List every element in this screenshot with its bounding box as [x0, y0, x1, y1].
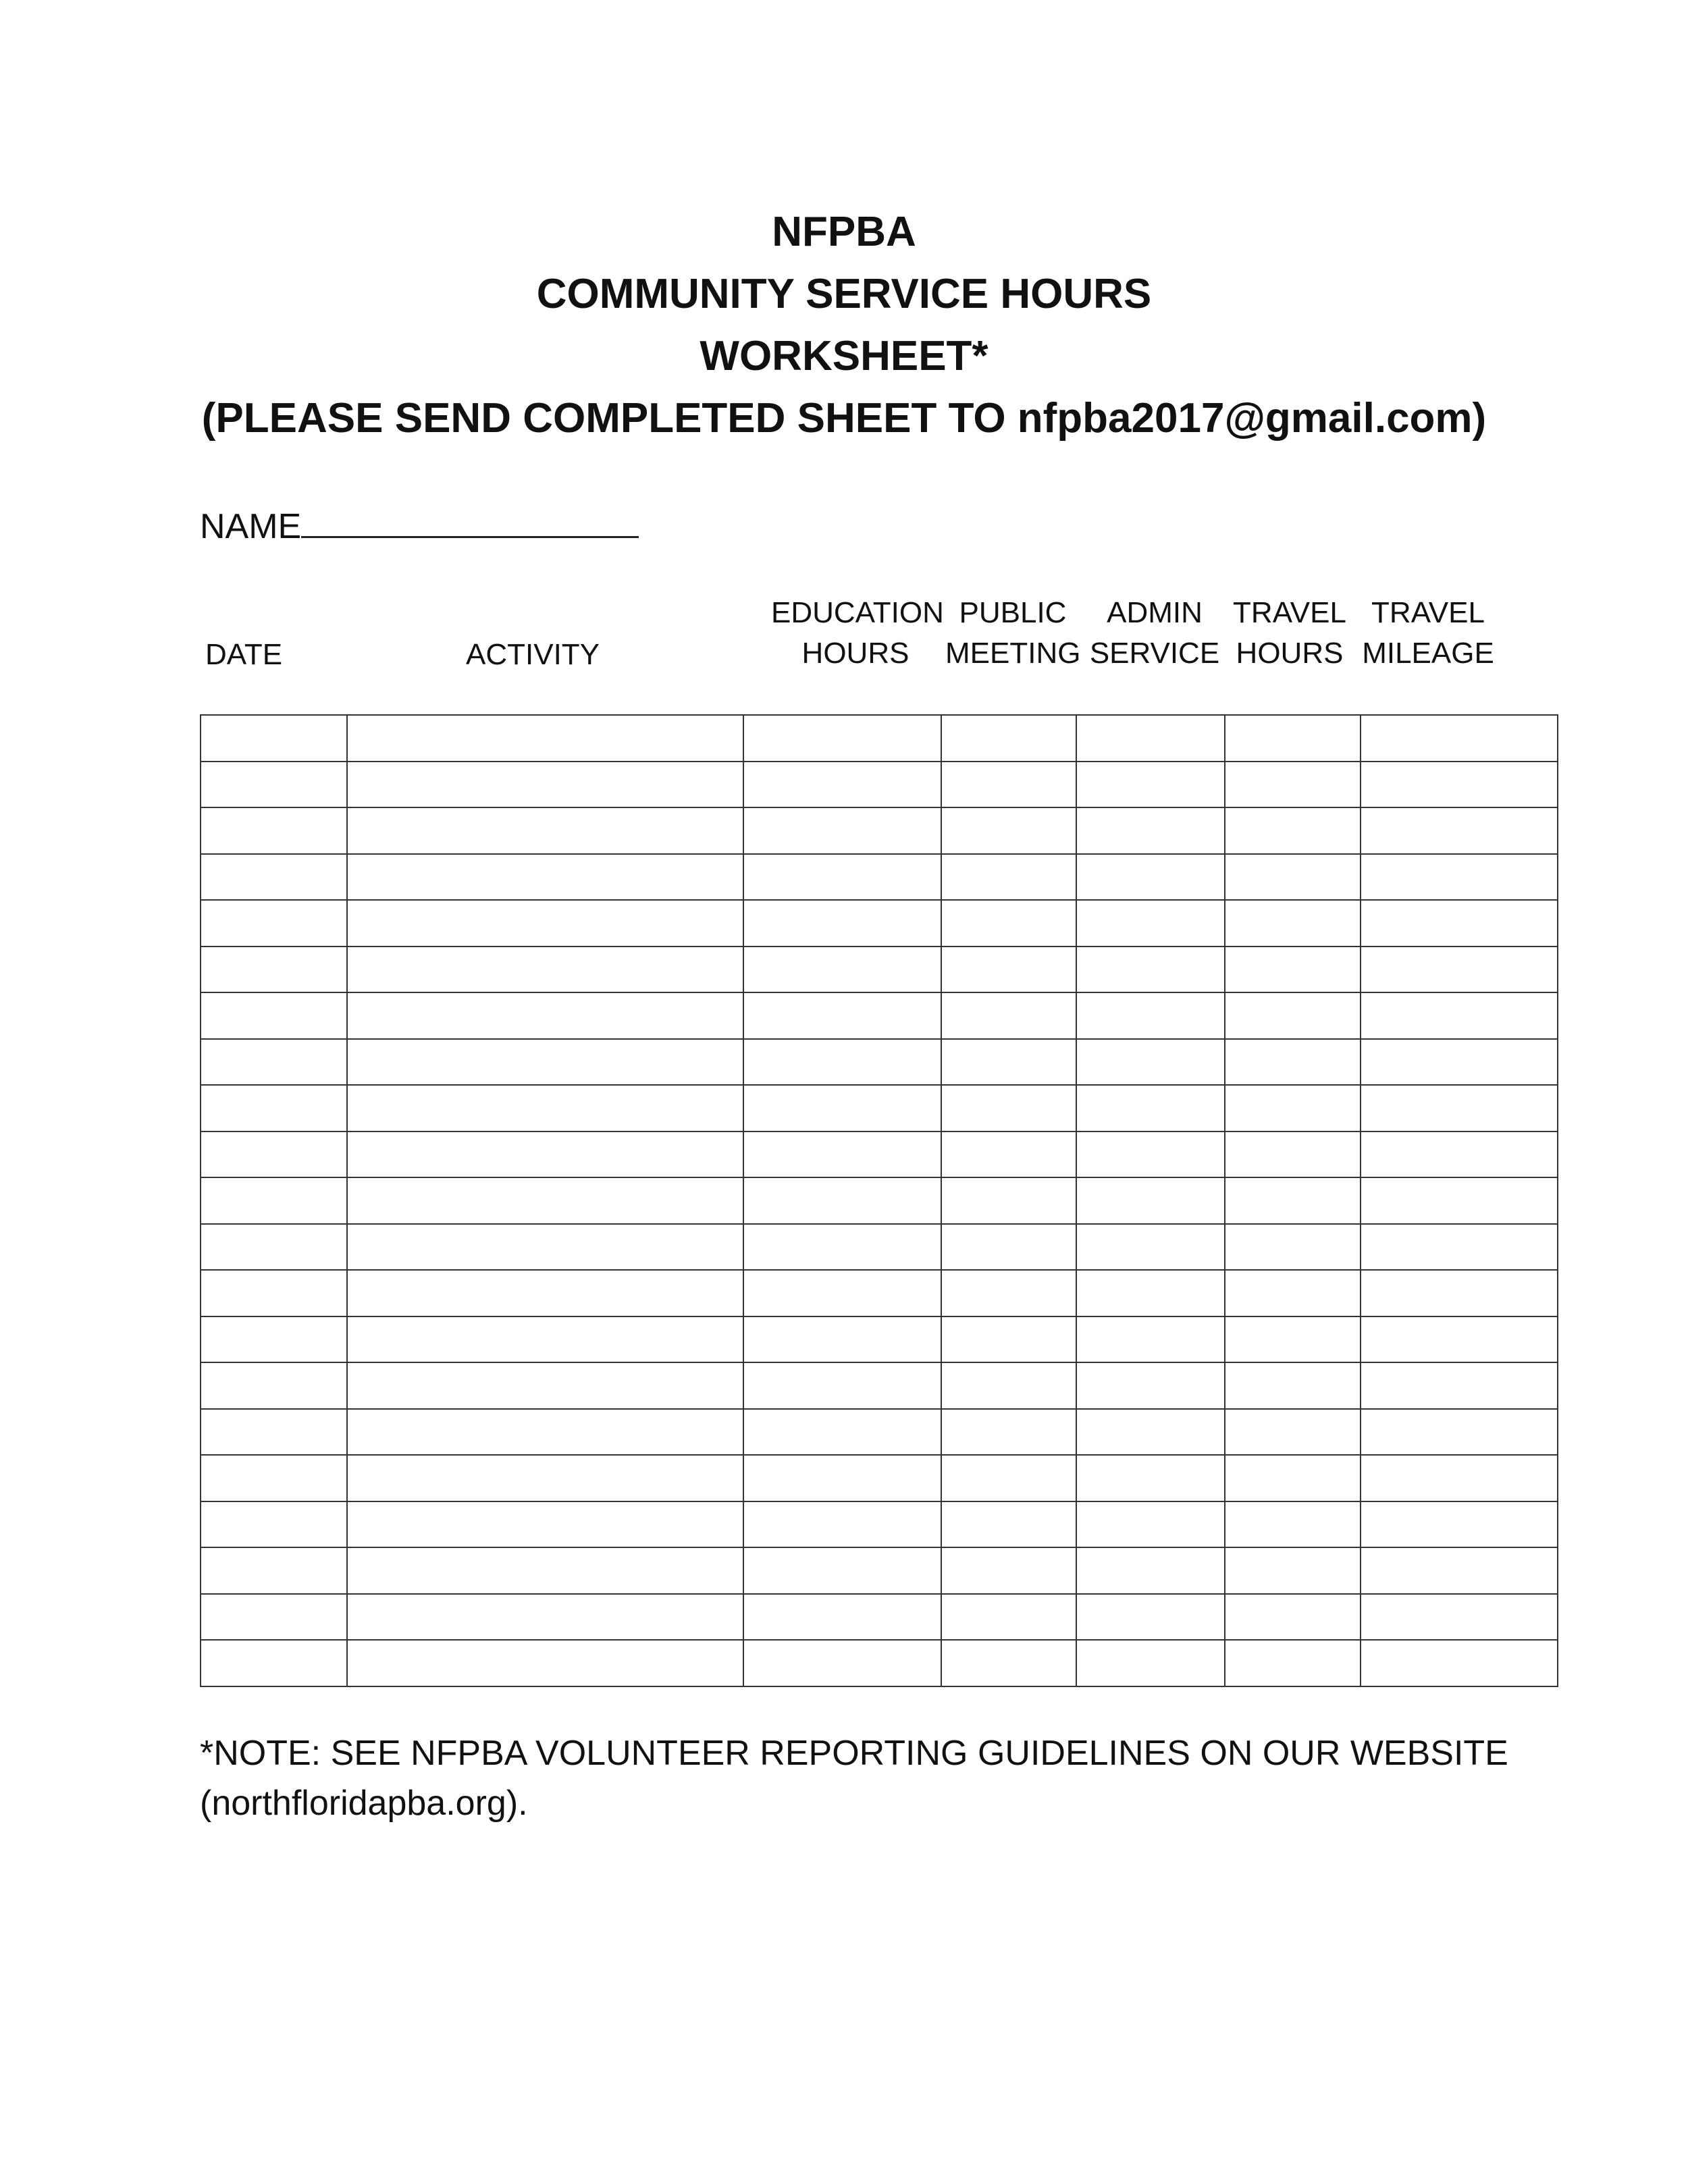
education-hours-cell[interactable]	[743, 1547, 941, 1594]
activity-cell[interactable]	[347, 992, 743, 1039]
admin-service-cell[interactable]	[1076, 947, 1225, 993]
activity-cell[interactable]	[347, 854, 743, 901]
title-instruction: (PLEASE SEND COMPLETED SHEET TO nfpba2017@gmail.com)	[201, 395, 1487, 442]
admin-service-cell[interactable]	[1076, 1224, 1225, 1271]
activity-cell[interactable]	[347, 1039, 743, 1086]
date-cell[interactable]	[201, 762, 347, 808]
table-row	[201, 1039, 1558, 1086]
activity-cell[interactable]	[347, 1362, 743, 1409]
header-travel-hours: TRAVEL HOURS	[1233, 596, 1346, 670]
travel-mileage-cell[interactable]	[1361, 1131, 1558, 1178]
travel-hours-cell[interactable]	[1225, 1409, 1361, 1456]
admin-service-cell[interactable]	[1076, 1594, 1225, 1641]
table-row	[201, 1224, 1558, 1271]
admin-service-cell[interactable]	[1076, 1316, 1225, 1363]
education-hours-cell[interactable]	[743, 1131, 941, 1178]
education-hours-cell[interactable]	[743, 947, 941, 993]
travel-hours-cell[interactable]	[1225, 992, 1361, 1039]
date-cell[interactable]	[201, 1640, 347, 1686]
education-hours-cell[interactable]	[743, 1270, 941, 1316]
date-cell[interactable]	[201, 1270, 347, 1316]
travel-hours-cell[interactable]	[1225, 1039, 1361, 1086]
public-meeting-cell[interactable]	[941, 1224, 1076, 1271]
title-heading: COMMUNITY SERVICE HOURS	[536, 271, 1152, 317]
header-public-meeting: PUBLIC MEETING	[945, 596, 1081, 670]
activity-cell[interactable]	[347, 1455, 743, 1501]
admin-service-cell[interactable]	[1076, 1409, 1225, 1456]
public-meeting-cell[interactable]	[941, 1177, 1076, 1224]
travel-mileage-cell[interactable]	[1361, 900, 1558, 947]
admin-service-cell[interactable]	[1076, 992, 1225, 1039]
activity-cell[interactable]	[347, 807, 743, 854]
travel-mileage-cell[interactable]	[1361, 762, 1558, 808]
table-row	[201, 947, 1558, 993]
travel-mileage-cell[interactable]	[1361, 947, 1558, 993]
activity-cell[interactable]	[347, 947, 743, 993]
public-meeting-cell[interactable]	[941, 1547, 1076, 1594]
date-cell[interactable]	[201, 1547, 347, 1594]
worksheet-title	[0, 201, 1688, 450]
name-label: NAME	[200, 507, 302, 546]
public-meeting-cell[interactable]	[941, 762, 1076, 808]
travel-mileage-cell[interactable]	[1361, 1270, 1558, 1316]
education-hours-cell[interactable]	[743, 900, 941, 947]
travel-mileage-cell[interactable]	[1361, 1362, 1558, 1409]
admin-service-cell[interactable]	[1076, 715, 1225, 762]
activity-cell[interactable]	[347, 1085, 743, 1131]
travel-mileage-cell[interactable]	[1361, 1455, 1558, 1501]
table-row	[201, 1177, 1558, 1224]
table-row	[201, 1547, 1558, 1594]
education-hours-cell[interactable]	[743, 854, 941, 901]
education-hours-cell[interactable]	[743, 715, 941, 762]
public-meeting-cell[interactable]	[941, 1131, 1076, 1178]
public-meeting-cell[interactable]	[941, 1085, 1076, 1131]
admin-service-cell[interactable]	[1076, 807, 1225, 854]
education-hours-cell[interactable]	[743, 1224, 941, 1271]
travel-hours-cell[interactable]	[1225, 1316, 1361, 1363]
admin-service-cell[interactable]	[1076, 1270, 1225, 1316]
date-cell[interactable]	[201, 1501, 347, 1548]
date-cell[interactable]	[201, 1131, 347, 1178]
education-hours-cell[interactable]	[743, 1409, 941, 1456]
admin-service-cell[interactable]	[1076, 1085, 1225, 1131]
travel-hours-cell[interactable]	[1225, 1501, 1361, 1548]
travel-hours-cell[interactable]	[1225, 1131, 1361, 1178]
public-meeting-cell[interactable]	[941, 854, 1076, 901]
education-hours-cell[interactable]	[743, 807, 941, 854]
education-hours-cell[interactable]	[743, 1039, 941, 1086]
public-meeting-cell[interactable]	[941, 1270, 1076, 1316]
date-cell[interactable]	[201, 900, 347, 947]
travel-hours-cell[interactable]	[1225, 1547, 1361, 1594]
education-hours-cell[interactable]	[743, 1085, 941, 1131]
admin-service-cell[interactable]	[1076, 1547, 1225, 1594]
education-hours-cell[interactable]	[743, 1316, 941, 1363]
travel-hours-cell[interactable]	[1225, 1594, 1361, 1641]
education-hours-cell[interactable]	[743, 1501, 941, 1548]
header-activity: ACTIVITY	[466, 638, 600, 671]
public-meeting-cell[interactable]	[941, 900, 1076, 947]
activity-cell[interactable]	[347, 1131, 743, 1178]
public-meeting-cell[interactable]	[941, 715, 1076, 762]
education-hours-cell[interactable]	[743, 762, 941, 808]
header-date: DATE	[205, 638, 283, 671]
footnote	[200, 1728, 1508, 1828]
public-meeting-cell[interactable]	[941, 1362, 1076, 1409]
travel-mileage-cell[interactable]	[1361, 1640, 1558, 1686]
date-cell[interactable]	[201, 1039, 347, 1086]
activity-cell[interactable]	[347, 715, 743, 762]
table-row	[201, 1594, 1558, 1641]
table-row	[201, 762, 1558, 808]
date-cell[interactable]	[201, 1362, 347, 1409]
title-org: NFPBA	[772, 209, 916, 255]
table-row	[201, 1362, 1558, 1409]
activity-cell[interactable]	[347, 1316, 743, 1363]
date-cell[interactable]	[201, 1085, 347, 1131]
table-row	[201, 807, 1558, 854]
table-row	[201, 854, 1558, 901]
travel-mileage-cell[interactable]	[1361, 1316, 1558, 1363]
admin-service-cell[interactable]	[1076, 762, 1225, 808]
header-travel-mileage: TRAVEL MILEAGE	[1362, 596, 1494, 670]
travel-hours-cell[interactable]	[1225, 715, 1361, 762]
table-row	[201, 1316, 1558, 1363]
date-cell[interactable]	[201, 1316, 347, 1363]
date-cell[interactable]	[201, 715, 347, 762]
admin-service-cell[interactable]	[1076, 1039, 1225, 1086]
admin-service-cell[interactable]	[1076, 1455, 1225, 1501]
travel-mileage-cell[interactable]	[1361, 1594, 1558, 1641]
activity-cell[interactable]	[347, 1594, 743, 1641]
date-cell[interactable]	[201, 1177, 347, 1224]
date-cell[interactable]	[201, 807, 347, 854]
travel-mileage-cell[interactable]	[1361, 1224, 1558, 1271]
travel-mileage-cell[interactable]	[1361, 854, 1558, 901]
travel-hours-cell[interactable]	[1225, 807, 1361, 854]
travel-mileage-cell[interactable]	[1361, 715, 1558, 762]
header-education-hours: EDUCATION HOURS	[771, 596, 944, 670]
travel-hours-cell[interactable]	[1225, 900, 1361, 947]
travel-mileage-cell[interactable]	[1361, 807, 1558, 854]
travel-hours-cell[interactable]	[1225, 1085, 1361, 1131]
travel-mileage-cell[interactable]	[1361, 1409, 1558, 1456]
activity-cell[interactable]	[347, 900, 743, 947]
title-subheading: WORKSHEET*	[700, 333, 988, 379]
public-meeting-cell[interactable]	[941, 1316, 1076, 1363]
public-meeting-cell[interactable]	[941, 1039, 1076, 1086]
footnote-line-2: (northfloridapba.org).	[200, 1784, 528, 1823]
date-cell[interactable]	[201, 992, 347, 1039]
travel-mileage-cell[interactable]	[1361, 992, 1558, 1039]
admin-service-cell[interactable]	[1076, 1131, 1225, 1178]
public-meeting-cell[interactable]	[941, 992, 1076, 1039]
public-meeting-cell[interactable]	[941, 1501, 1076, 1548]
travel-mileage-cell[interactable]	[1361, 1177, 1558, 1224]
date-cell[interactable]	[201, 854, 347, 901]
education-hours-cell[interactable]	[743, 1177, 941, 1224]
public-meeting-cell[interactable]	[941, 1409, 1076, 1456]
table-row	[201, 1501, 1558, 1548]
date-cell[interactable]	[201, 947, 347, 993]
date-cell[interactable]	[201, 1224, 347, 1271]
table-row	[201, 1270, 1558, 1316]
admin-service-cell[interactable]	[1076, 854, 1225, 901]
travel-mileage-cell[interactable]	[1361, 1085, 1558, 1131]
education-hours-cell[interactable]	[743, 1594, 941, 1641]
education-hours-cell[interactable]	[743, 992, 941, 1039]
travel-hours-cell[interactable]	[1225, 1224, 1361, 1271]
education-hours-cell[interactable]	[743, 1455, 941, 1501]
education-hours-cell[interactable]	[743, 1362, 941, 1409]
table-row	[201, 1131, 1558, 1178]
travel-hours-cell[interactable]	[1225, 854, 1361, 901]
footnote-line-1: *NOTE: SEE NFPBA VOLUNTEER REPORTING GUIDELINES ON OUR WEBSITE	[200, 1734, 1508, 1773]
table-row	[201, 900, 1558, 947]
name-field	[200, 500, 639, 548]
travel-hours-cell[interactable]	[1225, 1177, 1361, 1224]
table-row	[201, 1455, 1558, 1501]
activity-cell[interactable]	[347, 1501, 743, 1548]
travel-hours-cell[interactable]	[1225, 1455, 1361, 1501]
date-cell[interactable]	[201, 1409, 347, 1456]
admin-service-cell[interactable]	[1076, 1640, 1225, 1686]
activity-cell[interactable]	[347, 1409, 743, 1456]
activity-cell[interactable]	[347, 762, 743, 808]
date-cell[interactable]	[201, 1594, 347, 1641]
admin-service-cell[interactable]	[1076, 1362, 1225, 1409]
travel-mileage-cell[interactable]	[1361, 1501, 1558, 1548]
public-meeting-cell[interactable]	[941, 1455, 1076, 1501]
activity-cell[interactable]	[347, 1224, 743, 1271]
table-row	[201, 1085, 1558, 1131]
table-row	[201, 1640, 1558, 1686]
travel-hours-cell[interactable]	[1225, 1640, 1361, 1686]
admin-service-cell[interactable]	[1076, 900, 1225, 947]
admin-service-cell[interactable]	[1076, 1177, 1225, 1224]
activity-cell[interactable]	[347, 1177, 743, 1224]
admin-service-cell[interactable]	[1076, 1501, 1225, 1548]
header-admin-service: ADMIN SERVICE	[1089, 596, 1220, 670]
travel-hours-cell[interactable]	[1225, 947, 1361, 993]
table-row	[201, 992, 1558, 1039]
travel-hours-cell[interactable]	[1225, 1270, 1361, 1316]
date-cell[interactable]	[201, 1455, 347, 1501]
education-hours-cell[interactable]	[743, 1640, 941, 1686]
hours-table	[200, 714, 1558, 1687]
travel-mileage-cell[interactable]	[1361, 1039, 1558, 1086]
activity-cell[interactable]	[347, 1270, 743, 1316]
table-row	[201, 715, 1558, 762]
name-blank-line[interactable]	[301, 500, 639, 538]
public-meeting-cell[interactable]	[941, 1594, 1076, 1641]
travel-mileage-cell[interactable]	[1361, 1547, 1558, 1594]
public-meeting-cell[interactable]	[941, 947, 1076, 993]
public-meeting-cell[interactable]	[941, 807, 1076, 854]
activity-cell[interactable]	[347, 1640, 743, 1686]
activity-cell[interactable]	[347, 1547, 743, 1594]
table-row	[201, 1409, 1558, 1456]
public-meeting-cell[interactable]	[941, 1640, 1076, 1686]
travel-hours-cell[interactable]	[1225, 762, 1361, 808]
travel-hours-cell[interactable]	[1225, 1362, 1361, 1409]
